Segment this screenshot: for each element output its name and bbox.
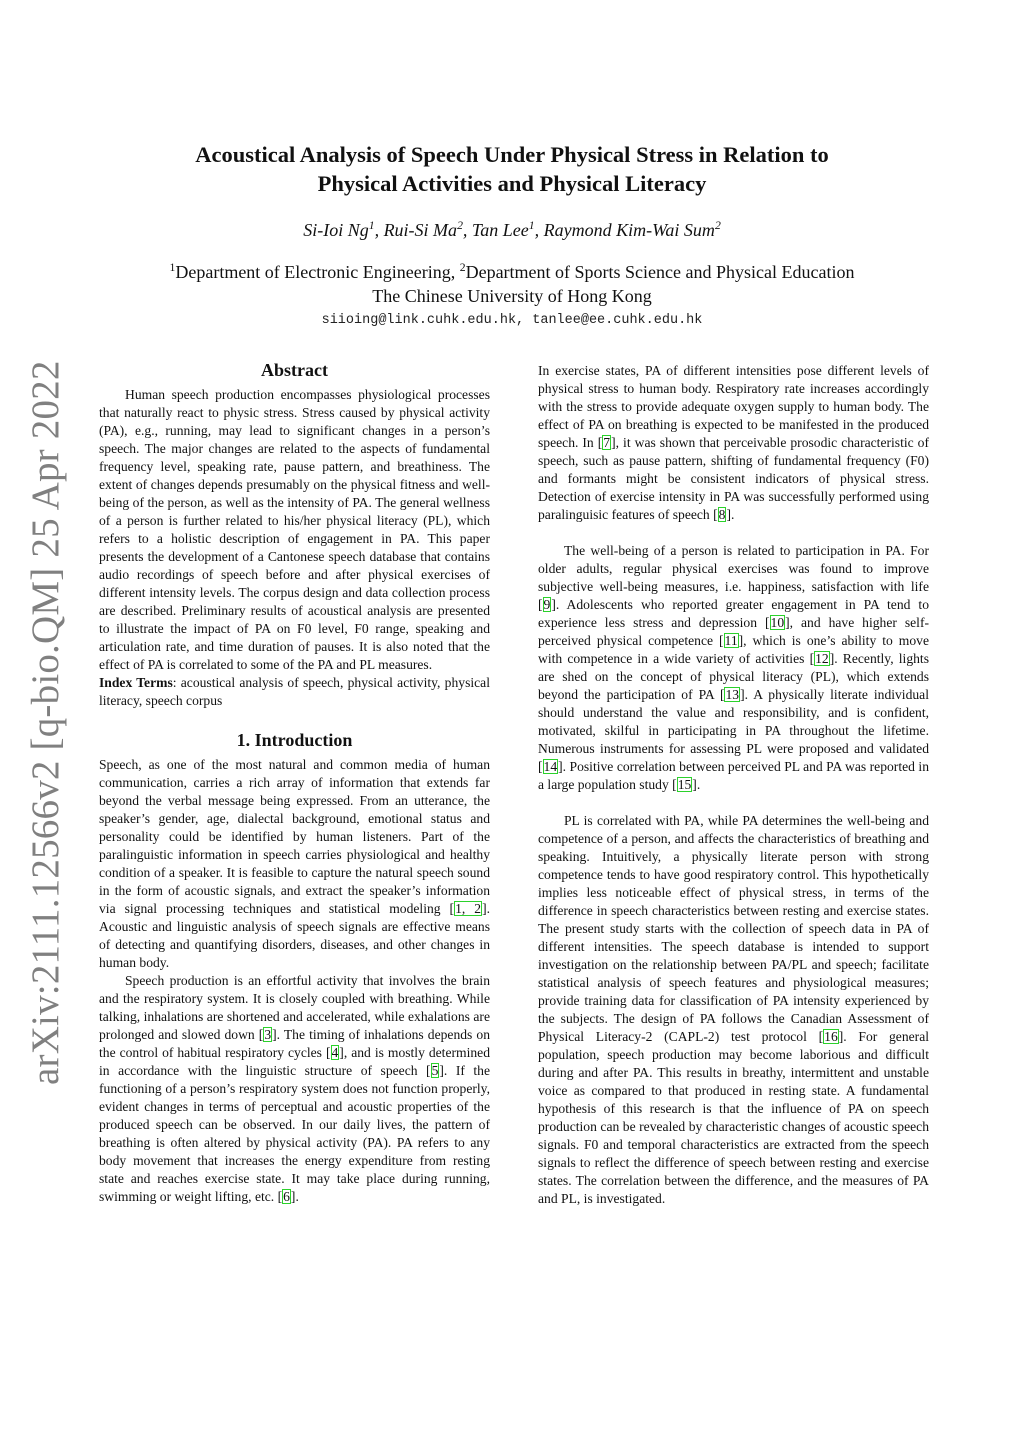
- author: Raymond Kim-Wai Sum$^2$: [543, 219, 721, 240]
- citation-link[interactable]: 9: [543, 597, 551, 612]
- university-line: The Chinese University of Hong Kong: [372, 286, 652, 306]
- citation-link[interactable]: 14: [543, 759, 558, 774]
- arxiv-identifier[interactable]: arXiv:2111.12566v2 [q-bio.QM] 25 Apr 2022: [24, 360, 67, 1085]
- index-terms: Index Terms: acoustical analysis of speech, physical activity, physical literacy, speech corpus: [99, 675, 490, 708]
- author: Si-Ioi Ng$^1$,: [303, 219, 384, 240]
- citation-link[interactable]: 10: [770, 615, 785, 630]
- intro-paragraph-3: In exercise states, PA of different intensities pose different levels of physical stress to human body. Respiratory rate increases accordingly with the stress to provide adequate oxygen supply to human body. The effect of PA on breathing is expected to be manifested in the produced speech. In [7], it was shown that perceivable prosodic characteristic of speech, such as pause pattern, shifting of fundamental frequency (F0) and formants might be consistent indicators of physical stress. Detection of exercise intensity in PA was successfully performed using paralinguisic features of speech [8].: [538, 363, 930, 522]
- citation-link[interactable]: 13: [725, 687, 740, 702]
- affiliations: [80, 260, 944, 308]
- citation-link[interactable]: 6: [283, 1189, 290, 1204]
- introduction-heading: 1. Introduction: [236, 730, 353, 750]
- abstract-heading: Abstract: [261, 360, 328, 380]
- citation-link[interactable]: 15: [677, 777, 692, 792]
- citation-link[interactable]: 11: [724, 633, 738, 648]
- citation-link[interactable]: 16: [824, 1029, 838, 1044]
- citation-link[interactable]: 3: [264, 1027, 272, 1042]
- intro-paragraph-2: Speech production is an effortful activity that involves the brain and the respiratory system. It is closely coupled with breathing. While talking, inhalations are shortened and accelerated, while exhalations are prolonged and slowed down [3]. The timing of inhalations depends on the control of habitual respiratory cycles [4], and is mostly determined in accordance with the linguistic structure of speech [5]. If the functioning of a person’s respiratory system does not function properly, evident changes in terms of perceptual and acoustic properties of the produced speech can be observed. In our daily lives, the pattern of breathing is often altered by physical activity (PA). PA refers to any body movement that increases the energy expenditure from resting state and reaches exercise state. It may take place during running, swimming or weight lifting, etc. [6].: [99, 973, 491, 1204]
- citation-link[interactable]: 5: [431, 1063, 439, 1078]
- author-emails: siioing@link.cuhk.edu.hk, tanlee@ee.cuhk.edu.hk: [321, 313, 703, 328]
- citation-link[interactable]: 1, 2: [455, 901, 482, 916]
- department-line: $^1$Department of Electronic Engineering, $^2$Department of Sports Science and Physical Education: [169, 261, 855, 282]
- author: Tan Lee$^1$,: [471, 219, 544, 240]
- intro-paragraph-5: PL is correlated with PA, while PA determines the well-being and competence of a person, and affects the characteristics of breathing and speaking. Intuitively, a physically literate person with strong competence tends to have good respiratory control. This hypothetically implies less noticeable effect of physical stress, in terms of the difference in speech characteristics between resting and exercise states. The present study starts with the collection of speech data in PA of different intensities. The speech database is intended to support investigation on the relationship between PA/PL and speech; facilitate statistical analysis of speech features and physiological measures; provide training data for classification of PA intensity experienced by the subjects. The design of PA follows the Canadian Assessment of Physical Literacy-2 (CAPL-2) test protocol [16]. For general population, speech production may become laborious and difficult during and after PA. This results in breathy, intermittent and unstable voice as compared to that produced in resting state. A fundamental hypothesis of this research is that the influence of PA on speech production can be revealed by characteristic changes of acoustic speech signals. F0 and temporal characteristics are extracted from the speech signals to reflect the difference of speech between resting and exercise states. The correlation between the difference, and the measures of PA and PL, is investigated.: [538, 813, 929, 1206]
- citation-link[interactable]: 8: [718, 507, 726, 522]
- citation-link[interactable]: 4: [331, 1045, 339, 1060]
- intro-paragraph-4: The well-being of a person is related to participation in PA. For older adults, regular physical exercises was found to improve subjective well-being measures, i.e. happiness, satisfaction with life [9]. Adolescents who reported greater engagement in PA tend to experience less stress and depression [10], and have higher self-perceived physical competence [11], which is one’s ability to move with competence in a wide variety of activities [12]. Recently, lights are shed on the concept of physical literacy (PL), which extends beyond the participation of PA [13]. A physically literate individual should understand the value and responsibility, and is confident, motivated, skilful in participating in PA throughout the lifetime. Numerous instruments for assessing PL were proposed and validated [14]. Positive correlation between perceived PL and PA was reported in a large population study [15].: [538, 543, 930, 792]
- left-column: [99, 358, 490, 1206]
- right-column: [538, 362, 929, 1208]
- citation-link[interactable]: 7: [603, 435, 611, 450]
- author: Rui-Si Ma$^2$,: [383, 219, 472, 240]
- abstract-text: Human speech production encompasses physiological processes that naturally react to physic stress. Stress caused by physical activity (PA), e.g., running, may lead to significant changes in a person’s speech. The major changes are related to the aspects of fundamental frequency level, speaking rate, pause pattern, and breathiness. The extent of changes depends presumably on the physical fitness and well-being of the person, as well as the intensity of PA. The general wellness of a person is further related to his/her physical literacy (PL), which refers to a holistic description of engagement in PA. This paper presents the development of a Cantonese speech database that contains audio recordings of speech before and after physical exercises of different intensity levels. The corpus design and data collection process are described. Preliminary results of acoustical analysis are presented to illustrate the impact of PA on F0 level, F0 range, speaking and articulation rate, and time duration of pauses. It is also noted that the effect of PA is correlated to some of the PA and PL measures.: [99, 387, 490, 672]
- title-line-2: Physical Activities and Physical Literacy: [317, 171, 707, 196]
- intro-paragraph-1: Speech, as one of the most natural and common media of human communication, carries a rich array of information that extends far beyond the verbal message being expressed. From an utterance, the speaker’s gender, age, dialectal background, emotional status and personality could be identified by human listeners. Part of the paralinguistic information in speech carries physiological and healthy condition of a speaker. It is feasible to capture the natural speech sound in the form of acoustic signals, and extract the speaker’s information via signal processing techniques and statistical modeling [1, 2]. Acoustic and linguistic analysis of speech signals are effective means of detecting and quantifying disorders, diseases, and other changes in human body.: [99, 757, 490, 970]
- author-list: [120, 217, 904, 243]
- title-line-1: Acoustical Analysis of Speech Under Physical Stress in Relation to: [195, 142, 829, 167]
- paper-title: [120, 140, 904, 198]
- citation-link[interactable]: 12: [815, 651, 829, 666]
